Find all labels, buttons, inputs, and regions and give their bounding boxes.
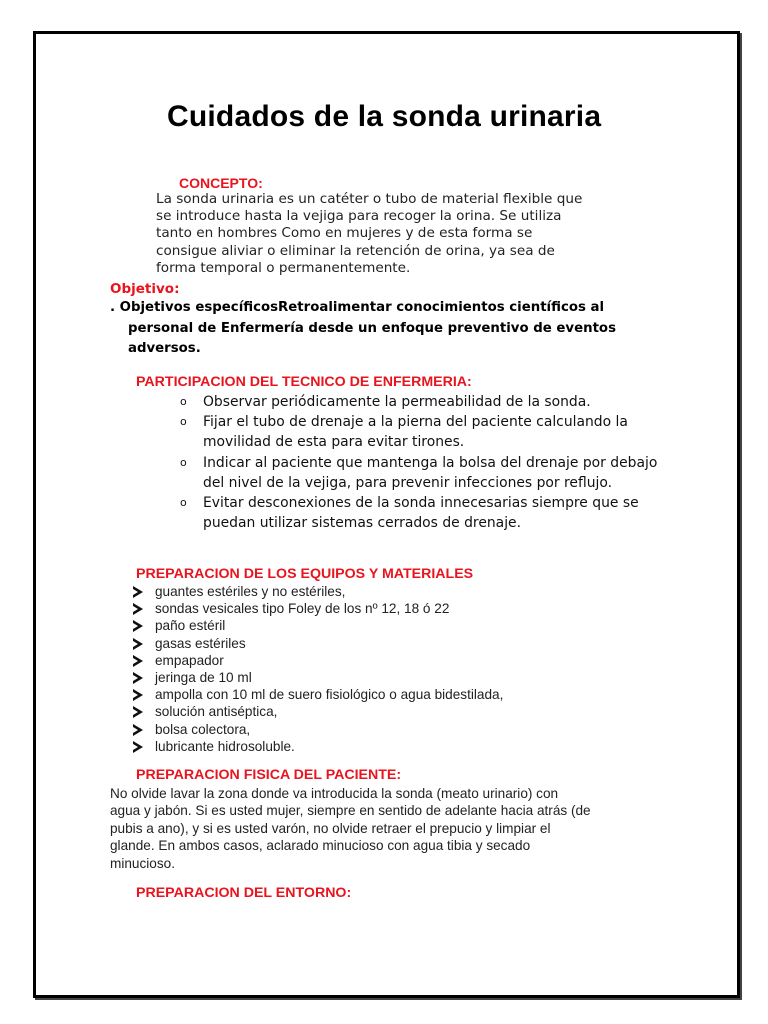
- list-item-text: guantes estériles y no estériles,: [155, 584, 346, 599]
- arrow-bullet-icon: [133, 586, 143, 598]
- list-item: [133, 635, 503, 652]
- circle-bullet-icon: o: [180, 496, 187, 510]
- list-item-text: jeringa de 10 ml: [155, 670, 252, 686]
- list-item-text: empapador: [155, 652, 224, 668]
- list-item-text: sondas vesicales tipo Foley de los nº 12, 18 ó 22: [155, 601, 450, 617]
- paragraph-line: glande. En ambos casos, aclarado minucioso con agua tibia y secado: [110, 838, 531, 854]
- participacion-list: [180, 392, 670, 533]
- concepto-line: La sonda urinaria es un catéter o tubo de material flexible que: [156, 191, 583, 207]
- list-item: [180, 453, 670, 493]
- list-item-text: paño estéril: [155, 618, 226, 634]
- list-item: [133, 738, 503, 755]
- list-item: [180, 392, 670, 412]
- concepto-line: consigue aliviar o eliminar la retención de orina, ya sea de: [156, 242, 555, 259]
- arrow-bullet-icon: [133, 672, 143, 684]
- list-item-text: Indicar al paciente que mantenga la bolsa del drenaje por debajo del nivel de la vejiga, para prevenir infecciones por reflujo.: [203, 454, 658, 491]
- circle-bullet-icon: o: [180, 455, 187, 469]
- list-item-text: ampolla con 10 ml de suero fisiológico o agua bidestilada,: [155, 687, 504, 703]
- list-item: [180, 412, 670, 452]
- paragraph-line: No olvide lavar la zona donde va introducida la sonda (meato urinario) con: [110, 786, 559, 801]
- participacion-heading: PARTICIPACION DEL TECNICO DE ENFERMERIA:: [136, 374, 472, 390]
- preparacion-entorno-heading: PREPARACION DEL ENTORNO:: [136, 885, 352, 901]
- concepto-line: forma temporal o permanentemente.: [156, 259, 411, 276]
- list-item-text: gasas estériles: [155, 635, 246, 651]
- list-item-text: Evitar desconexiones de la sonda innecesarias siempre que se puedan utilizar sistemas cerrados de drenaje.: [203, 495, 639, 532]
- arrow-bullet-icon: [133, 689, 143, 701]
- list-item-text: lubricante hidrosoluble.: [155, 738, 295, 754]
- circle-bullet-icon: o: [180, 395, 187, 408]
- list-item-text: Observar periódicamente la permeabilidad de la sonda.: [203, 394, 591, 410]
- objetivo-text: [110, 298, 670, 360]
- arrow-bullet-icon: [133, 724, 143, 736]
- preparacion-fisica-heading: PREPARACION FISICA DEL PACIENTE:: [136, 767, 402, 783]
- objetivo-heading: Objetivo:: [110, 281, 180, 297]
- arrow-bullet-icon: [133, 741, 143, 753]
- paragraph-line: agua y jabón. Si es usted mujer, siempre en sentido de adelante hacia atrás (de: [110, 803, 591, 819]
- concepto-text: [156, 191, 656, 277]
- objetivo-line: adversos.: [128, 341, 201, 356]
- paragraph-line: pubis a ano), y si es usted varón, no olvide retraer el prepucio y limpiar el: [110, 820, 551, 836]
- arrow-bullet-icon: [133, 638, 143, 650]
- list-item: [133, 686, 503, 703]
- circle-bullet-icon: o: [180, 415, 187, 429]
- concepto-heading: CONCEPTO:: [179, 175, 263, 191]
- arrow-bullet-icon: [133, 620, 143, 632]
- arrow-bullet-icon: [133, 706, 143, 718]
- list-item: [133, 652, 503, 669]
- concepto-line: tanto en hombres Como en mujeres y de esta forma se: [156, 225, 533, 242]
- list-item-text: solución antiséptica,: [155, 704, 278, 720]
- list-item: [133, 583, 503, 600]
- list-item: [180, 493, 670, 533]
- list-item: [133, 617, 503, 634]
- objetivo-line: . Objetivos específicosRetroalimentar conocimientos científicos al: [110, 300, 605, 315]
- concepto-line: se introduce hasta la vejiga para recoger la orina. Se utiliza: [156, 208, 562, 225]
- arrow-bullet-icon: [133, 655, 143, 667]
- list-item: [133, 721, 503, 738]
- list-item: [133, 600, 503, 617]
- document-title: Cuidados de la sonda urinaria: [167, 100, 602, 133]
- list-item: [133, 669, 503, 686]
- preparacion-fisica-text: [110, 785, 685, 872]
- arrow-bullet-icon: [133, 603, 143, 615]
- paragraph-line: minucioso.: [110, 855, 175, 871]
- materiales-list: [133, 583, 503, 755]
- list-item-text: Fijar el tubo de drenaje a la pierna del paciente calculando la movilidad de esta para evitar tirones.: [203, 414, 628, 451]
- objetivo-line: personal de Enfermería desde un enfoque preventivo de eventos: [128, 320, 616, 336]
- list-item: [133, 703, 503, 720]
- preparacion-equipos-heading: PREPARACION DE LOS EQUIPOS Y MATERIALES: [136, 566, 474, 582]
- list-item-text: bolsa colectora,: [155, 721, 251, 737]
